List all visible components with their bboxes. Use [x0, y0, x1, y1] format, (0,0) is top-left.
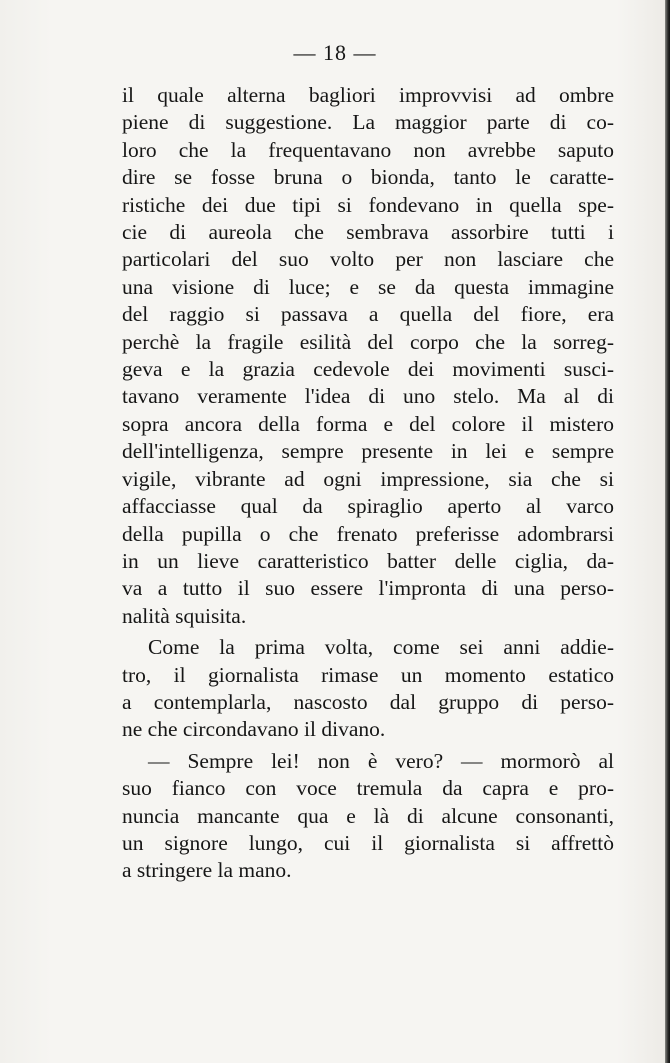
paragraph-2 [122, 634, 614, 744]
page-edge-shadow [665, 0, 670, 1063]
text-line: a contemplarla, nascosto dal gruppo di perso- [122, 689, 614, 714]
text-line: una visione di luce; e se da questa immagine [122, 274, 614, 299]
text-line: della pupilla o che frenato preferisse adombrarsi [122, 521, 614, 546]
text-line: a stringere la mano. [122, 858, 292, 883]
text-line: particolari del suo volto per non lasciare che [122, 247, 614, 272]
page-number: — 18 — [293, 40, 377, 65]
paragraph-3 [122, 748, 614, 885]
text-line: suo fianco con voce tremula da capra e pro- [122, 776, 614, 801]
text-line: dell'intelligenza, sempre presente in lei e sempre [122, 439, 614, 464]
text-line: geva e la grazia cedevole dei movimenti susci- [122, 357, 614, 382]
paragraph-1 [122, 82, 614, 630]
text-line: dire se fosse bruna o bionda, tanto le caratte- [122, 165, 614, 190]
text-line: va a tutto il suo essere l'impronta di una perso- [122, 576, 614, 601]
text-line: un signore lungo, cui il giornalista si affrettò [122, 830, 614, 855]
text-line: tro, il giornalista rimase un momento estatico [122, 662, 614, 687]
text-line: in un lieve caratteristico batter delle ciglia, da- [122, 548, 614, 573]
text-line: del raggio si passava a quella del fiore, era [122, 302, 614, 327]
text-line: loro che la frequentavano non avrebbe saputo [122, 137, 614, 162]
text-line: — Sempre lei! non è vero? — mormorò al [148, 748, 614, 773]
text-line: il quale alterna bagliori improvvisi ad ombre [122, 83, 614, 107]
text-line: cie di aureola che sembrava assorbire tutti i [122, 220, 614, 245]
text-line: affacciasse qual da spiraglio aperto al varco [122, 494, 614, 519]
text-line: ne che circondavano il divano. [122, 717, 386, 742]
text-line: perchè la fragile esilità del corpo che la sorreg- [122, 329, 614, 354]
text-line: vigile, vibrante ad ogni impressione, sia che si [122, 466, 614, 491]
text-line: sopra ancora della forma e del colore il mistero [122, 411, 614, 436]
text-line: tavano veramente l'idea di uno stelo. Ma al di [122, 384, 614, 409]
text-line: Come la prima volta, come sei anni addie- [148, 635, 614, 660]
text-line: nuncia mancante qua e là di alcune consonanti, [122, 803, 614, 828]
text-line: nalità squisita. [122, 603, 247, 628]
text-line: piene di suggestione. La maggior parte di co- [122, 110, 614, 135]
text-line: ristiche dei due tipi si fondevano in quella spe- [122, 192, 614, 217]
body-text [122, 82, 614, 889]
